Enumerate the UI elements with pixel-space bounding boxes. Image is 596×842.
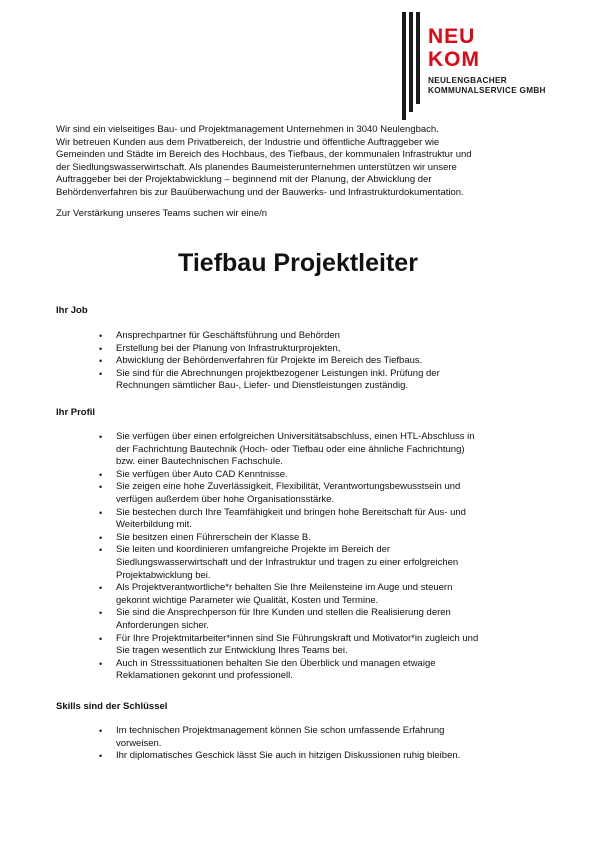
list-item-line: Sie bestechen durch Ihre Teamfähigkeit und bringen hohe Bereitschaft für Aus- und	[116, 506, 466, 518]
list-item	[99, 342, 540, 356]
list-item	[99, 355, 540, 368]
list-item-line: Rechnungen sämtlicher Bau-, Liefer- und Dienstleistungen zuständig.	[116, 380, 409, 392]
list-item	[99, 750, 540, 763]
list-item-line: Sie besitzen einen Führerschein der Klasse B.	[116, 531, 311, 543]
bullet-icon: •	[99, 469, 103, 480]
logo-neu: NEU	[428, 25, 476, 48]
list-item-line: bzw. einer Bautechnischen Fachschule.	[116, 456, 283, 468]
list-item-line: Sie sind die Ansprechperson für Ihre Kunden und stellen die Realisierung deren	[116, 607, 451, 619]
bullet-icon: •	[99, 368, 103, 379]
bullet-icon: •	[99, 356, 103, 367]
logo-company-line2: KOMMUNALSERVICE GMBH	[428, 86, 546, 95]
bullet-icon: •	[99, 331, 103, 341]
intro-line: Auftraggeber bei der Projektabwicklung – beginnend mit der Planung, der Abwicklung der	[56, 174, 432, 186]
bullet-icon: •	[99, 583, 103, 594]
list-item-line: Für Ihre Projektmitarbeiter*innen sind Sie Führungskraft und Motivator*in zugleich und	[116, 632, 479, 644]
logo-stripe	[402, 12, 406, 120]
list-item-line: Siedlungswasserwirtschaft und der Infrastruktur und tragen zu einer erfolgreichen	[116, 556, 459, 568]
list-item-line: Erstellung bei der Planung von Infrastrukturprojekten,	[116, 342, 341, 354]
list-item-line: Sie zeigen eine hohe Zuverlässigkeit, Flexibilität, Verantwortungsbewusstsein und	[116, 481, 461, 493]
list-item-line: Ansprechpartner für Geschäftsführung und Behörden	[116, 330, 340, 341]
logo-stripe	[416, 12, 420, 104]
intro-paragraph	[56, 124, 546, 200]
bullet-icon: •	[99, 482, 103, 493]
list-item	[99, 431, 540, 469]
list-item-line: gekonnt wichtige Parameter wie Qualität, Kosten und Termine.	[116, 594, 379, 606]
job-list	[99, 330, 540, 393]
list-item-line: Reklamationen gekonnt und professionell.	[116, 670, 293, 682]
bullet-icon: •	[99, 507, 103, 518]
skills-list	[99, 725, 540, 763]
bullet-icon: •	[99, 432, 103, 442]
list-item	[99, 531, 540, 545]
bullet-icon: •	[99, 751, 103, 762]
bullet-icon: •	[99, 726, 103, 736]
list-item	[99, 725, 540, 750]
logo-kom: KOM	[428, 48, 480, 71]
list-item-line: Abwicklung der Behördenverfahren für Projekte im Bereich des Tiefbaus.	[116, 355, 423, 367]
list-item	[99, 544, 540, 582]
list-item	[99, 481, 540, 506]
list-item-line: der Fachrichtung Bautechnik (Hoch- oder Tiefbau oder eine ähnliche Fachrichtung)	[116, 443, 465, 455]
bullet-icon: •	[99, 658, 103, 669]
bullet-icon: •	[99, 633, 103, 644]
list-item-line: Im technischen Projektmanagement können Sie schon umfassende Erfahrung	[116, 725, 445, 736]
job-title: Tiefbau Projektleiter	[178, 249, 418, 277]
bullet-icon: •	[99, 545, 103, 556]
list-item-line: verfügen außerdem über hohe Organisationsstärke.	[116, 493, 335, 505]
section-heading-profile: Ihr Profil	[56, 407, 96, 418]
profile-list	[99, 431, 540, 683]
bullet-icon: •	[99, 608, 103, 619]
section-heading-job: Ihr Job	[56, 305, 88, 316]
list-item	[99, 506, 540, 532]
list-item	[99, 367, 540, 393]
intro-line: Wir sind ein vielseitiges Bau- und Projektmanagement Unternehmen in 3040 Neulengbach.	[56, 124, 439, 135]
list-item-line: Sie verfügen über einen erfolgreichen Universitätsabschluss, einen HTL-Abschluss in	[116, 431, 475, 442]
list-item	[99, 657, 540, 683]
section-heading-skills: Skills sind der Schlüssel	[56, 701, 168, 712]
lead-sentence: Zur Verstärkung unseres Teams suchen wir eine/n	[56, 208, 268, 219]
company-logo	[402, 12, 582, 120]
list-item	[99, 582, 540, 607]
list-item-line: Sie verfügen über Auto CAD Kenntnisse.	[116, 468, 288, 480]
list-item	[99, 607, 540, 632]
list-item-line: Projektabwicklung bei.	[116, 569, 211, 581]
list-item	[99, 468, 540, 482]
list-item	[99, 632, 540, 658]
list-item-line: Anforderungen sicher.	[116, 619, 209, 631]
list-item	[99, 330, 540, 343]
intro-line: der Siedlungswasserwirtschaft. Als planendes Baumeisterunternehmen unterstützen wir unsere	[56, 161, 457, 173]
list-item-line: Sie tragen wesentlich zur Entwicklung Ihres Teams bei.	[116, 645, 348, 657]
intro-line: Wir betreuen Kunden aus dem Privatbereich, der Industrie und öffentliche Auftraggeber wie	[56, 136, 440, 148]
list-item-line: Auch in Stresssituationen behalten Sie den Überblick und managen etwaige	[116, 657, 436, 669]
list-item-line: Ihr diplomatisches Geschick lässt Sie auch in hitzigen Diskussionen ruhig bleiben.	[116, 750, 461, 762]
list-item-line: Sie leiten und koordinieren umfangreiche Projekte im Bereich der	[116, 544, 391, 556]
intro-line: Gemeinden und Städte im Bereich des Hochbaus, des Tiefbaus, der kommunalen Infrastruktur und	[56, 149, 472, 161]
list-item-line: Als Projektverantwortliche*r behalten Sie Ihre Meilensteine im Auge und steuern	[116, 582, 453, 594]
list-item-line: Sie sind für die Abrechnungen projektbezogener Leistungen inkl. Prüfung der	[116, 367, 440, 379]
intro-line: Behördenverfahren bis zur Bauüberwachung und der Bauwerks- und Infrastrukturdokumentation.	[56, 186, 464, 198]
logo-company-line1: NEULENGBACHER	[428, 76, 507, 85]
list-item-line: Weiterbildung mit.	[116, 519, 192, 531]
bullet-icon: •	[99, 532, 103, 543]
list-item-line: vorweisen.	[116, 737, 162, 749]
logo-stripe	[409, 12, 413, 112]
bullet-icon: •	[99, 343, 103, 354]
